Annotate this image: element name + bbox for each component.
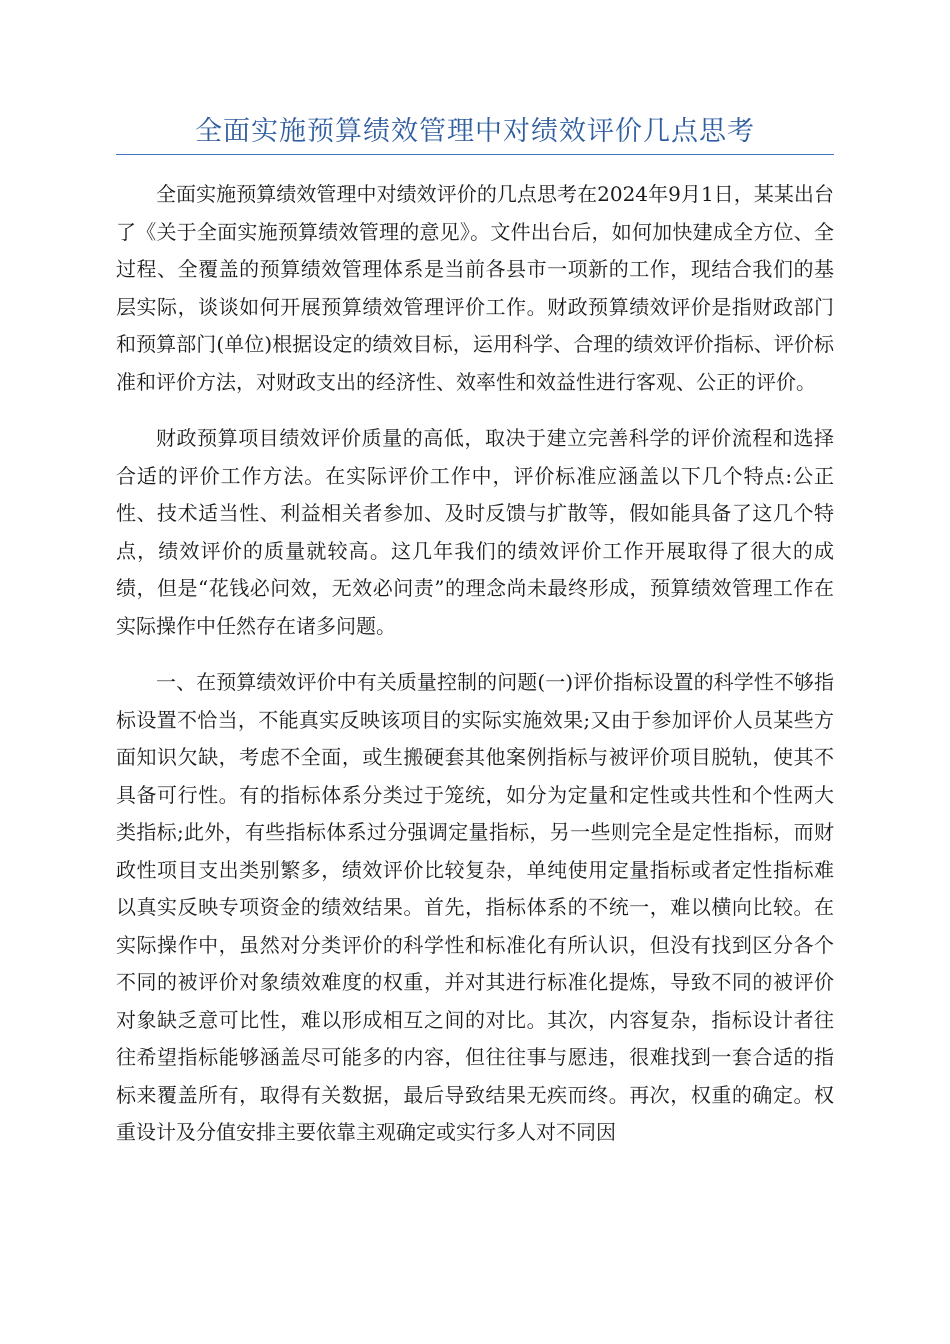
paragraph-3: 一、在预算绩效评价中有关质量控制的问题(一)评价指标设置的科学性不够指标设置不恰当，不能真实反映该项目的实际实施效果;又由于参加评价人员某些方面知识欠缺，考虑不全面，或生搬硬套其他案例指标与被评价项目脱轨，使其不具备可行性。有的指标体系分类过于笼统，如分为定量和定性或共性和个性两大类指标;此外，有些指标体系过分强调定量指标，另一些则完全是定性指标，而财政性项目支出类别繁多，绩效评价比较复杂，单纯使用定量指标或者定性指标难以真实反映专项资金的绩效结果。首先，指标体系的不统一，难以横向比较。在实际操作中，虽然对分类评价的科学性和标准化有所认识，但没有找到区分各个不同的被评价对象绩效难度的权重，并对其进行标准化提炼，导致不同的被评价对象缺乏意可比性，难以形成相互之间的对比。其次，内容复杂，指标设计者往往希望指标能够涵盖尽可能多的内容，但往往事与愿违，很难找到一套合适的指标来覆盖所有，取得有关数据，最后导致结果无疾而终。再次，权重的确定。权重设计及分值安排主要依靠主观确定或实行多人对不同因: [116, 670, 834, 1144]
paragraph-2: 财政预算项目绩效评价质量的高低，取决于建立完善科学的评价流程和选择合适的评价工作方法。在实际评价工作中，评价标准应涵盖以下几个特点:公正性、技术适当性、利益相关者参加、及时反馈与扩散等，假如能具备了这几个特点，绩效评价的质量就较高。这几年我们的绩效评价工作开展取得了很大的成绩，但是“花钱必问效，无效必问责”的理念尚未最终形成，预算绩效管理工作在实际操作中任然存在诸多问题。: [116, 426, 834, 638]
document-title: 全面实施预算绩效管理中对绩效评价几点思考: [195, 116, 755, 147]
title-underline: [116, 154, 834, 155]
document-body: [116, 176, 834, 1171]
paragraph-1: 全面实施预算绩效管理中对绩效评价的几点思考在2024年9月1日，某某出台了《关于全面实施预算绩效管理的意见》。文件出台后，如何加快建成全方位、全过程、全覆盖的预算绩效管理体系是当前各县市一项新的工作，现结合我们的基层实际，谈谈如何开展预算绩效管理评价工作。财政预算绩效评价是指财政部门和预算部门(单位)根据设定的绩效目标，运用科学、合理的绩效评价指标、评价标准和评价方法，对财政支出的经济性、效率性和效益性进行客观、公正的评价。: [116, 182, 834, 394]
